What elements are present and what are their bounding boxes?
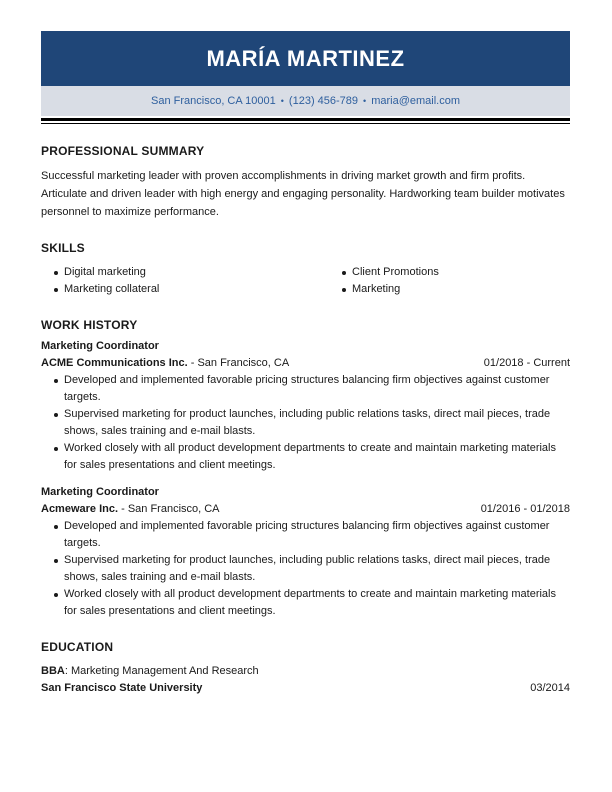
education-school-line (41, 680, 570, 697)
bullet-separator-icon: • (280, 96, 284, 106)
job-employer-line (41, 355, 570, 372)
job-bullet: Worked closely with all product development departments to create and maintain marketing materials for sales presentations and client meetings. (41, 586, 570, 620)
summary-heading: PROFESSIONAL SUMMARY (41, 144, 205, 158)
job-bullets (41, 372, 570, 474)
education-field: : Marketing Management And Research (64, 665, 259, 677)
skills-list (41, 264, 570, 298)
contact-email: maria@email.com (371, 95, 460, 107)
skills-heading: SKILLS (41, 241, 85, 255)
skill-item: Marketing collateral (41, 281, 329, 298)
contact-location: San Francisco, CA 10001 (151, 95, 276, 107)
education-section (41, 640, 570, 697)
job-company: ACME Communications Inc. (41, 357, 188, 369)
job-dates: 01/2018 - Current (483, 357, 570, 369)
job-bullet: Supervised marketing for product launches, including public relations tasks, direct mail pieces, trade shows, sales training and e-mail blasts. (41, 406, 570, 440)
resume-body (41, 144, 570, 717)
candidate-name: MARÍA MARTINEZ (206, 45, 405, 71)
job-dates: 01/2016 - 01/2018 (480, 503, 570, 515)
job-bullet: Supervised marketing for product launches, including public relations tasks, direct mail pieces, trade shows, sales training and e-mail blasts. (41, 552, 570, 586)
skills-section (41, 241, 570, 298)
job-bullets (41, 518, 570, 620)
job-title: Marketing Coordinator (41, 486, 159, 498)
job-location: - San Francisco, CA (118, 503, 220, 515)
work-history-section (41, 318, 570, 620)
summary-text: Successful marketing leader with proven accomplishments in driving market growth and firm profits. Articulate and driven leader with high energy and engaging personality. Hardworking team builder motivates personnel to maximize performance. (41, 170, 565, 218)
work-history-heading: WORK HISTORY (41, 318, 138, 332)
contact-bar (41, 86, 570, 116)
job-entry (41, 484, 570, 620)
job-title: Marketing Coordinator (41, 340, 159, 352)
contact-phone: (123) 456-789 (288, 95, 359, 107)
header-band (41, 31, 570, 86)
education-school: San Francisco State University (41, 682, 203, 694)
bullet-separator-icon: • (363, 96, 367, 106)
education-degree: BBA (41, 665, 65, 677)
education-date: 03/2014 (530, 682, 570, 694)
header-divider-thick (41, 118, 570, 121)
summary-section (41, 144, 570, 221)
job-entry (41, 338, 570, 474)
job-bullet: Developed and implemented favorable pricing structures balancing firm objectives against customer targets. (41, 372, 570, 406)
header-divider-thin (41, 123, 570, 124)
education-degree-line (41, 663, 570, 680)
skill-item: Digital marketing (41, 264, 329, 281)
job-location: - San Francisco, CA (187, 357, 290, 369)
job-company: Acmeware Inc. (41, 503, 119, 515)
skill-item: Marketing (329, 281, 570, 298)
education-heading: EDUCATION (41, 640, 114, 654)
skill-item: Client Promotions (329, 264, 570, 281)
job-bullet: Worked closely with all product development departments to create and maintain marketing materials for sales presentations and client meetings. (41, 440, 570, 474)
job-employer-line (41, 501, 570, 518)
job-bullet: Developed and implemented favorable pricing structures balancing firm objectives against customer targets. (41, 518, 570, 552)
